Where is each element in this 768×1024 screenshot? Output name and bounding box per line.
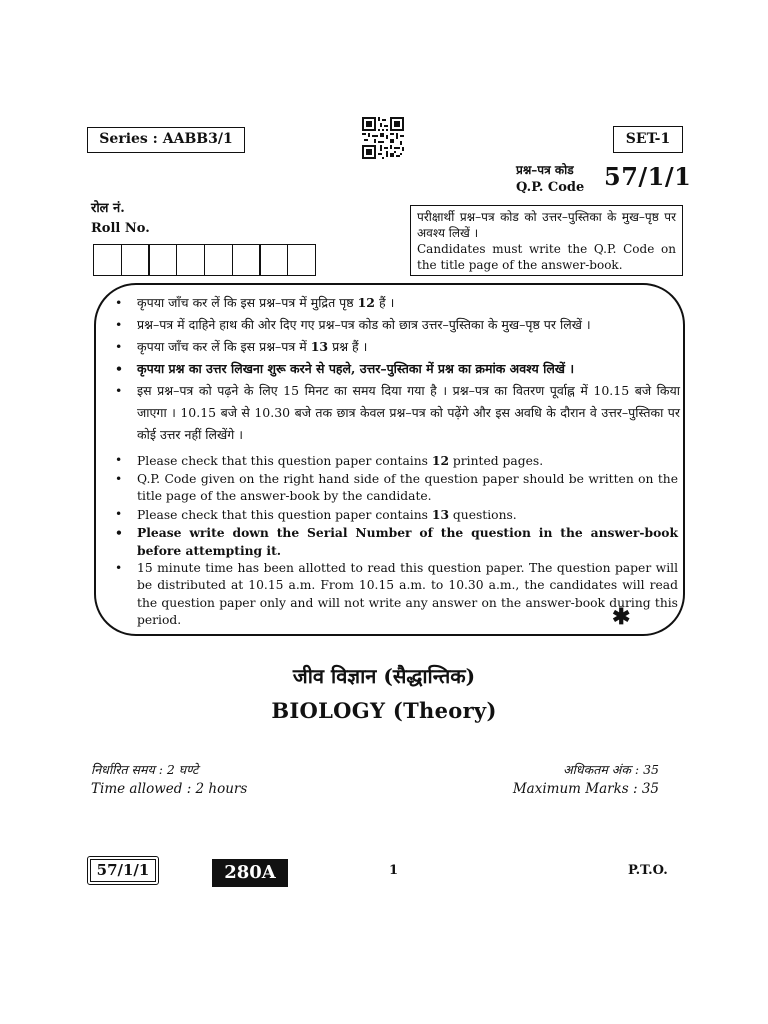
- instruction-number: 12: [357, 295, 376, 310]
- qr-code: [362, 117, 404, 159]
- instruction-text: प्रश्न हैं ।: [328, 339, 368, 354]
- instruction-text: कृपया जाँच कर लें कि इस प्रश्न–पत्र में: [137, 339, 311, 354]
- bullet: •: [115, 339, 123, 354]
- list-item: [113, 292, 680, 314]
- series-label: Series : AABB3/1: [87, 127, 245, 153]
- bullet: •: [115, 383, 123, 398]
- roll-number-box: [121, 244, 150, 276]
- instruction-text: Q.P. Code given on the right hand side of the question paper should be written on the title page of the answer-book by the candidate.: [137, 471, 678, 504]
- code-notice-hindi: परीक्षार्थी प्रश्न–पत्र कोड को उत्तर–पुस्तिका के मुख–पृष्ठ पर अवश्य लिखें ।: [417, 210, 676, 240]
- roll-label: Roll No.: [91, 221, 150, 236]
- code-notice: [410, 205, 683, 276]
- roll-number-box: [259, 244, 288, 276]
- list-item: [113, 506, 678, 525]
- roll-number-box: [148, 244, 177, 276]
- bullet: •: [115, 295, 123, 310]
- instruction-text: कृपया जाँच कर लें कि इस प्रश्न–पत्र में मुद्रित पृष्ठ: [137, 295, 358, 310]
- instruction-text: Please write down the Serial Number of the question in the answer-book before attempting it.: [137, 525, 678, 558]
- bullet: •: [115, 471, 123, 486]
- roll-number-box: [232, 244, 261, 276]
- instruction-number: 12: [431, 453, 450, 468]
- instruction-text: questions.: [449, 507, 517, 522]
- qp-code: 57/1/1: [604, 162, 692, 191]
- bullet: •: [115, 506, 123, 521]
- list-item: [113, 560, 678, 630]
- subject-title: BIOLOGY (Theory): [271, 698, 497, 723]
- roll-label-hindi: रोल नं.: [91, 201, 125, 216]
- hindi-instructions: [113, 292, 680, 446]
- time-allowed-hindi: निर्धारित समय : 2 घण्टे: [91, 762, 199, 777]
- list-item: [113, 471, 678, 506]
- booklet-code-badge: 280A: [212, 859, 288, 887]
- bullet: •: [115, 317, 123, 332]
- footer-qp-code: 57/1/1: [87, 856, 159, 885]
- instruction-text: इस प्रश्न–पत्र को पढ़ने के लिए 15 मिनट का समय दिया गया है । प्रश्न–पत्र का वितरण पूर्वाह्न में 10.15 बजे किया जाएगा । 10.15 बजे से 10.30 बजे तक छात्र केवल प्रश्न–पत्र को पढ़ेंगे और इस अवधि के दौरान वे उत्तर–पुस्तिका पर कोई उत्तर नहीं लिखेंगे ।: [137, 383, 680, 442]
- instruction-text: Please check that this question paper contains: [137, 507, 432, 522]
- maximum-marks-hindi: अधिकतम अंक : 35: [563, 762, 659, 777]
- bullet: •: [115, 560, 123, 575]
- instruction-text: 15 minute time has been allotted to read this question paper. The question paper will be distributed at 10.15 a.m. From 10.15 a.m. to 10.30 a.m., the candidates will read the question paper only and will not write any answer on the answer-book during this period.: [137, 560, 678, 628]
- qp-code-label-hindi: प्रश्न–पत्र कोड: [516, 163, 574, 177]
- instruction-text: printed pages.: [449, 454, 544, 468]
- instruction-number: 13: [431, 506, 450, 522]
- roll-number-box: [204, 244, 233, 276]
- instruction-text: प्रश्न–पत्र में दाहिने हाथ की ओर दिए गए प्रश्न–पत्र कोड को छात्र उत्तर–पुस्तिका के मुख–पृष्ठ पर लिखें ।: [137, 317, 591, 332]
- list-item: [113, 358, 680, 380]
- instruction-text: Please check that this question paper contains: [137, 454, 432, 468]
- list-item: [113, 314, 680, 336]
- roll-number-boxes: [93, 244, 315, 276]
- bullet: •: [115, 361, 123, 376]
- time-allowed: Time allowed : 2 hours: [91, 781, 248, 797]
- set-label: SET-1: [613, 126, 683, 153]
- star-mark: ✱: [612, 604, 631, 630]
- roll-number-box: [287, 244, 316, 276]
- bullet: •: [115, 453, 123, 467]
- instruction-text: कृपया प्रश्न का उत्तर लिखना शुरू करने से पहले, उत्तर–पुस्तिका में प्रश्न का क्रमांक अवश्य लिखें ।: [137, 361, 575, 376]
- english-instructions: [113, 452, 678, 630]
- roll-number-box: [176, 244, 205, 276]
- list-item: [113, 452, 678, 471]
- list-item: [113, 380, 680, 446]
- instruction-number: 13: [310, 339, 329, 354]
- list-item: [113, 524, 678, 559]
- subject-title-hindi: जीव विज्ञान (सैद्धान्तिक): [292, 664, 476, 688]
- instruction-text: हैं ।: [375, 295, 395, 310]
- list-item: [113, 336, 680, 358]
- roll-number-box: [93, 244, 122, 276]
- qp-code-label: Q.P. Code: [516, 180, 585, 195]
- maximum-marks: Maximum Marks : 35: [512, 781, 659, 797]
- bullet: •: [115, 525, 123, 541]
- pto-label: P.T.O.: [628, 863, 668, 878]
- code-notice-english: Candidates must write the Q.P. Code on the title page of the answer-book.: [417, 242, 676, 272]
- page-number: 1: [389, 863, 399, 878]
